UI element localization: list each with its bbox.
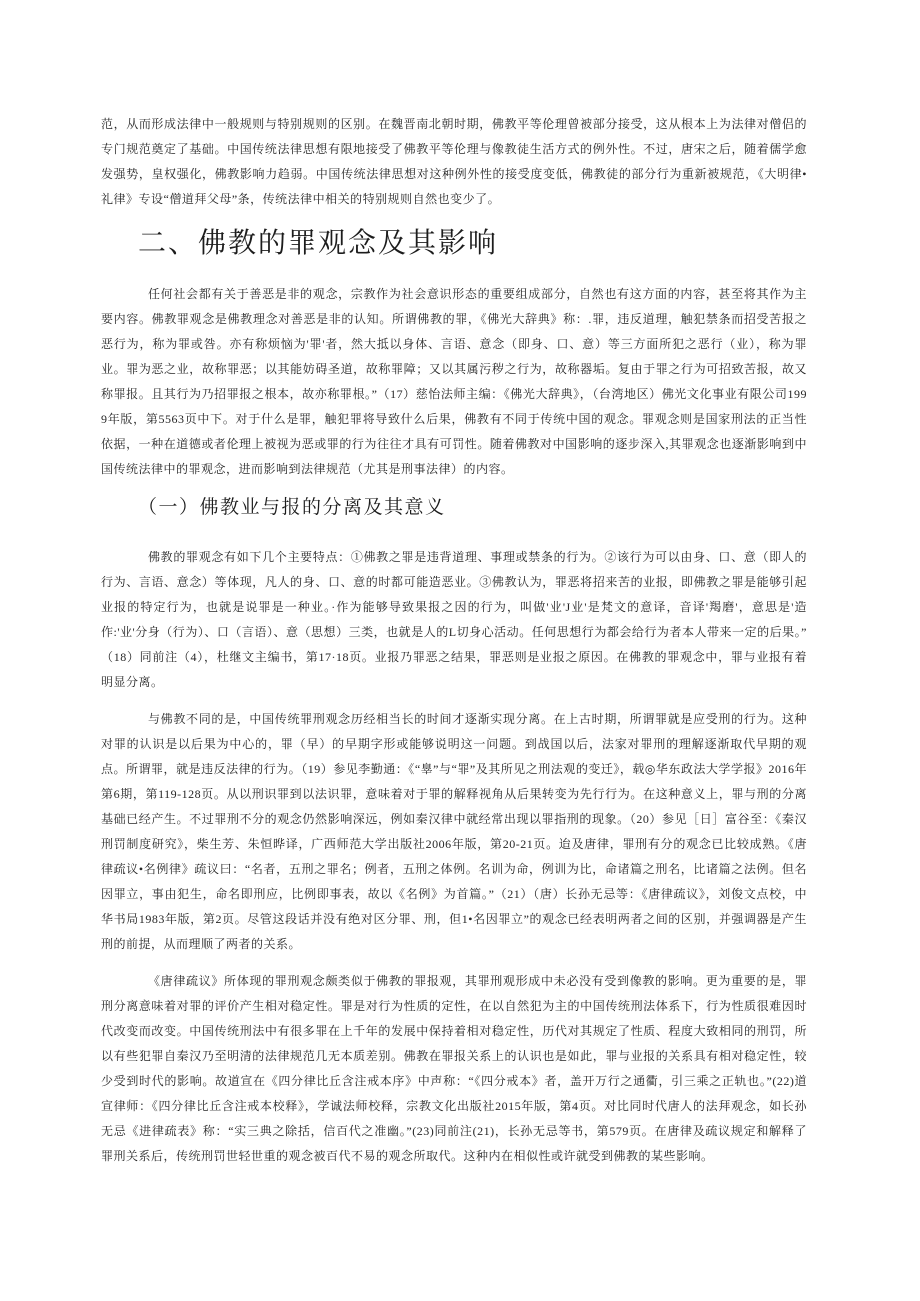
paragraph-stability-comparison: 《唐律疏议》所体现的罪刑观念颇类似于佛教的罪报观，其罪刑观形成中未必没有受到像教的影响。更为重要的是，罪刑分离意味着对罪的评价产生相对稳定性。罪是对行为性质的定性，在以自然犯为主的中国传统刑法体系下，行为性质很难因时代改变而改变。中国传统刑法中有很多罪在上千年的发展中保持着相对稳定性，历代对其规定了性质、程度大致相同的刑罚，所以有些犯罪自秦汉乃至明清的法律规范几无本质差别。佛教在罪报关系上的认识也是如此，罪与业报的关系具有相对稳定性，较少受到时代的影响。故道宣在《四分律比丘含注戒本序》中声称：“《四分戒本》者，盖开万行之通衢，引三乘之正轨也。”(22)道宣律师：《四分律比丘含注戒本校释》，学诚法师校释，宗教文化出版社2015年版，第4页。对比同时代唐人的法拜观念，如长孙无忌《进律疏表》称：“实三典之除括，信百代之准幽。”(23)同前注(21)，长孙无忌等书，第579页。在唐律及疏议规定和解释了罪刑关系后，传统刑罚世轻世重的观念被百代不易的观念所取代。这种内在相似性或许就受到佛教的某些影响。: [101, 974, 807, 1163]
paragraph-buddhist-sin-features: 佛教的罪观念有如下几个主要特点：①佛教之罪是违背道理、事理或禁条的行为。②该行为可以由身、口、意（即人的行为、言语、意念）等体现，凡人的身、口、意的时都可能造恶业。③佛教认为，罪恶将招来苦的业报，即佛教之罪是能够引起业报的特定行为，也就是说罪是一种业。·作为能够导致果报之因的行为，叫做'业'J业'是梵文的意译，音译'羯磨'，意思是'造作:'业'分身（行为）、口（言语）、意（思想）三类，也就是人的L切身心活动。任何思想行为都会给行为者本人带来一定的后果。”（18）同前注（4），杜继文主编书，第17·18页。业报乃罪恶之结果，罪恶则是业报之原因。在佛教的罪观念中，罪与业报有着明显分离。: [101, 550, 807, 689]
section-heading: 二、佛教的罪观念及其影响: [138, 228, 499, 259]
paragraph-continuation: 范，从而形成法律中一般规则与特别规则的区别。在魏晋南北朝时期，佛教平等伦理曾被部分接受，这从根本上为法律对僧侣的专门规范奠定了基础。中国传统法律思想有限地接受了佛教平等伦理与像教徒生活方式的例外性。不过，唐宋之后，随着儒学愈发强势，皇权强化，佛教影响力趋弱。中国传统法律思想对这种例外性的接受度变低，佛教徒的部分行为重新被规范，《大明律•礼律》专设“僧道拜父母”条，传统法律中相关的特别规则自然也变少了。: [101, 117, 807, 206]
subsection-heading: （一）佛教业与报的分离及其意义: [138, 497, 446, 518]
paragraph-crime-punishment-separation: 与佛教不同的是，中国传统罪刑观念历经相当长的时间才逐渐实现分离。在上古时期，所谓罪就是应受刑的行为。这种对罪的认识是以后果为中心的，罪（早）的早期字形或能够说明这一问题。到战国以后，法家对罪刑的理解逐渐取代早期的观点。所谓罪，就是违反法律的行为。（19）参见李勤通：《“辠”与“罪”及其所见之刑法观的变迁》，载◎华东政法大学学报》2016年第6期，第119-128页。从以刑识罪到以法识罪，意味着对于罪的解释视角从后果转变为先行行为。在这种意义上，罪与刑的分离基础已经产生。不过罪刑不分的观念仍然影响深远，例如秦汉律中就经常出现以罪指刑的现象。（20）参见［日］富谷至：《秦汉刑罚制度研究》，柴生芳、朱恒晔译，广西师范大学出版社2006年版，第20-21页。迨及唐律，罪刑有分的观念已比较成熟。《唐律疏议•名例律》疏议曰：“名者，五刑之罪名；例者，五刑之体例。名训为命，例训为比，命诸篇之刑名，比诸篇之法例。但名因罪立，事由犯生，命名即刑应，比例即事表，故以《名例》为首篇。”（21）（唐）长孙无忌等：《唐律疏议》，刘俊文点校，中华书局1983年版，第2页。尽管这段话并没有绝对区分罪、刑，但1•名因罪立”的观念已经表明两者之间的区别，并强调器是产生刑的前提，从而理顺了两者的关系。: [101, 712, 807, 951]
document-content: [101, 112, 807, 1181]
paragraph-section-intro: 任何社会都有关于善恶是非的观念，宗教作为社会意识形态的重要组成部分，自然也有这方面的内容，甚至将其作为主要内容。佛教罪观念是佛教理念对善恶是非的认知。所谓佛教的罪，《佛光大辞典》称：.罪，违反道理，触犯禁条而招受苦报之恶行为，称为罪或咎。亦有称烦恼为'罪'者，然大抵以身体、言语、意念（即身、口、意）等三方面所犯之恶行（业），称为罪业。罪为恶之业，故称罪恶；以其能妨碍圣道，故称罪障；又以其属污秽之行为，故称器垢。复由于罪之行为可招致苦报，故又称罪报。且其行为乃招罪报之根本，故亦称罪根。”（17）慈怡法师主编：《佛光大辞典》，（台湾地区）佛光文化事业有限公司1999年版，第5563页中下。对于什么是罪，触犯罪将导致什么后果，佛教有不同于传统中国的观念。罪观念则是国家刑法的正当性依据，一种在道德或者伦理上被视为恶或罪的行为往往才具有可罚性。随着佛教对中国影响的逐步深入,其罪观念也逐渐影响到中国传统法律中的罪观念，进而影响到法律规范（尤其是刑事法律）的内容。: [101, 287, 807, 476]
